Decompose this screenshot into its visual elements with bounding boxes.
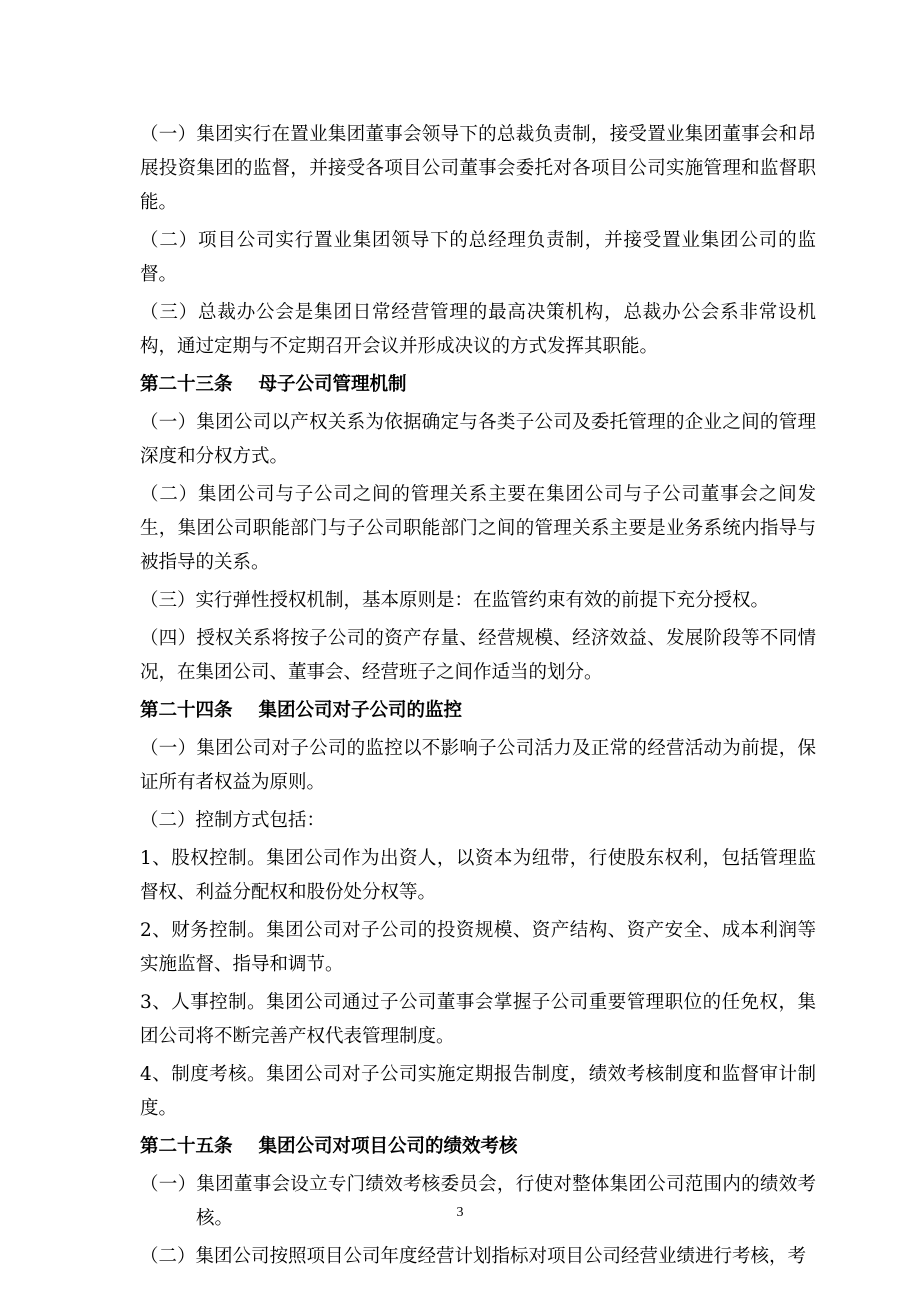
paragraph: （一）集团公司对子公司的监控以不影响子公司活力及正常的经营活动为前提，保证所有者权益为原则。 [140,738,816,793]
paragraph: （二）集团公司与子公司之间的管理关系主要在集团公司与子公司董事会之间发生，集团公司职能部门与子公司职能部门之间的管理关系主要是业务系统内指导与被指导的关系。 [140,484,816,573]
paragraph: 2、财务控制。集团公司对子公司的投资规模、资产结构、资产安全、成本利润等实施监督、指导和调节。 [140,920,816,975]
article-number: 第二十三条 [140,374,233,395]
article-number: 第二十五条 [140,1136,233,1157]
article-title: 母子公司管理机制 [258,374,407,395]
paragraph: （二）集团公司按照项目公司年度经营计划指标对项目公司经营业绩进行考核，考 [140,1246,807,1267]
article-heading [140,694,816,728]
page-number: 3 [456,1205,464,1220]
article-heading [140,368,816,402]
paragraph: （二）控制方式包括： [140,810,326,831]
paragraph: （一）集团实行在置业集团董事会领导下的总裁负责制，接受置业集团董事会和昂展投资集团的监督，并接受各项目公司董事会委托对各项目公司实施管理和监督职能。 [140,124,816,213]
article-title: 集团公司对子公司的监控 [258,700,463,721]
paragraph: 3、人事控制。集团公司通过子公司董事会掌握子公司重要管理职位的任免权，集团公司将不断完善产权代表管理制度。 [140,992,816,1047]
article-number: 第二十四条 [140,700,233,721]
paragraph-hanging: （一）集团董事会设立专门绩效考核委员会，行使对整体集团公司范围内的绩效考核。 [140,1174,816,1229]
paragraph: （三）总裁办公会是集团日常经营管理的最高决策机构，总裁办公会系非常设机构，通过定期与不定期召开会议并形成决议的方式发挥其职能。 [140,302,816,357]
paragraph: （一）集团公司以产权关系为依据确定与各类子公司及委托管理的企业之间的管理深度和分权方式。 [140,412,816,467]
article-title: 集团公司对项目公司的绩效考核 [258,1136,518,1157]
document-page [140,118,816,1278]
paragraph: 1、股权控制。集团公司作为出资人，以资本为纽带，行使股东权利，包括管理监督权、利益分配权和股份处分权等。 [140,848,816,903]
paragraph: （二）项目公司实行置业集团领导下的总经理负责制，并接受置业集团公司的监督。 [140,230,816,285]
paragraph: （四）授权关系将按子公司的资产存量、经营规模、经济效益、发展阶段等不同情况，在集团公司、董事会、经营班子之间作适当的划分。 [140,628,816,683]
paragraph: 4、制度考核。集团公司对子公司实施定期报告制度，绩效考核制度和监督审计制度。 [140,1064,816,1119]
paragraph: （三）实行弹性授权机制，基本原则是：在监管约束有效的前提下充分授权。 [140,590,770,611]
article-heading [140,1130,816,1164]
